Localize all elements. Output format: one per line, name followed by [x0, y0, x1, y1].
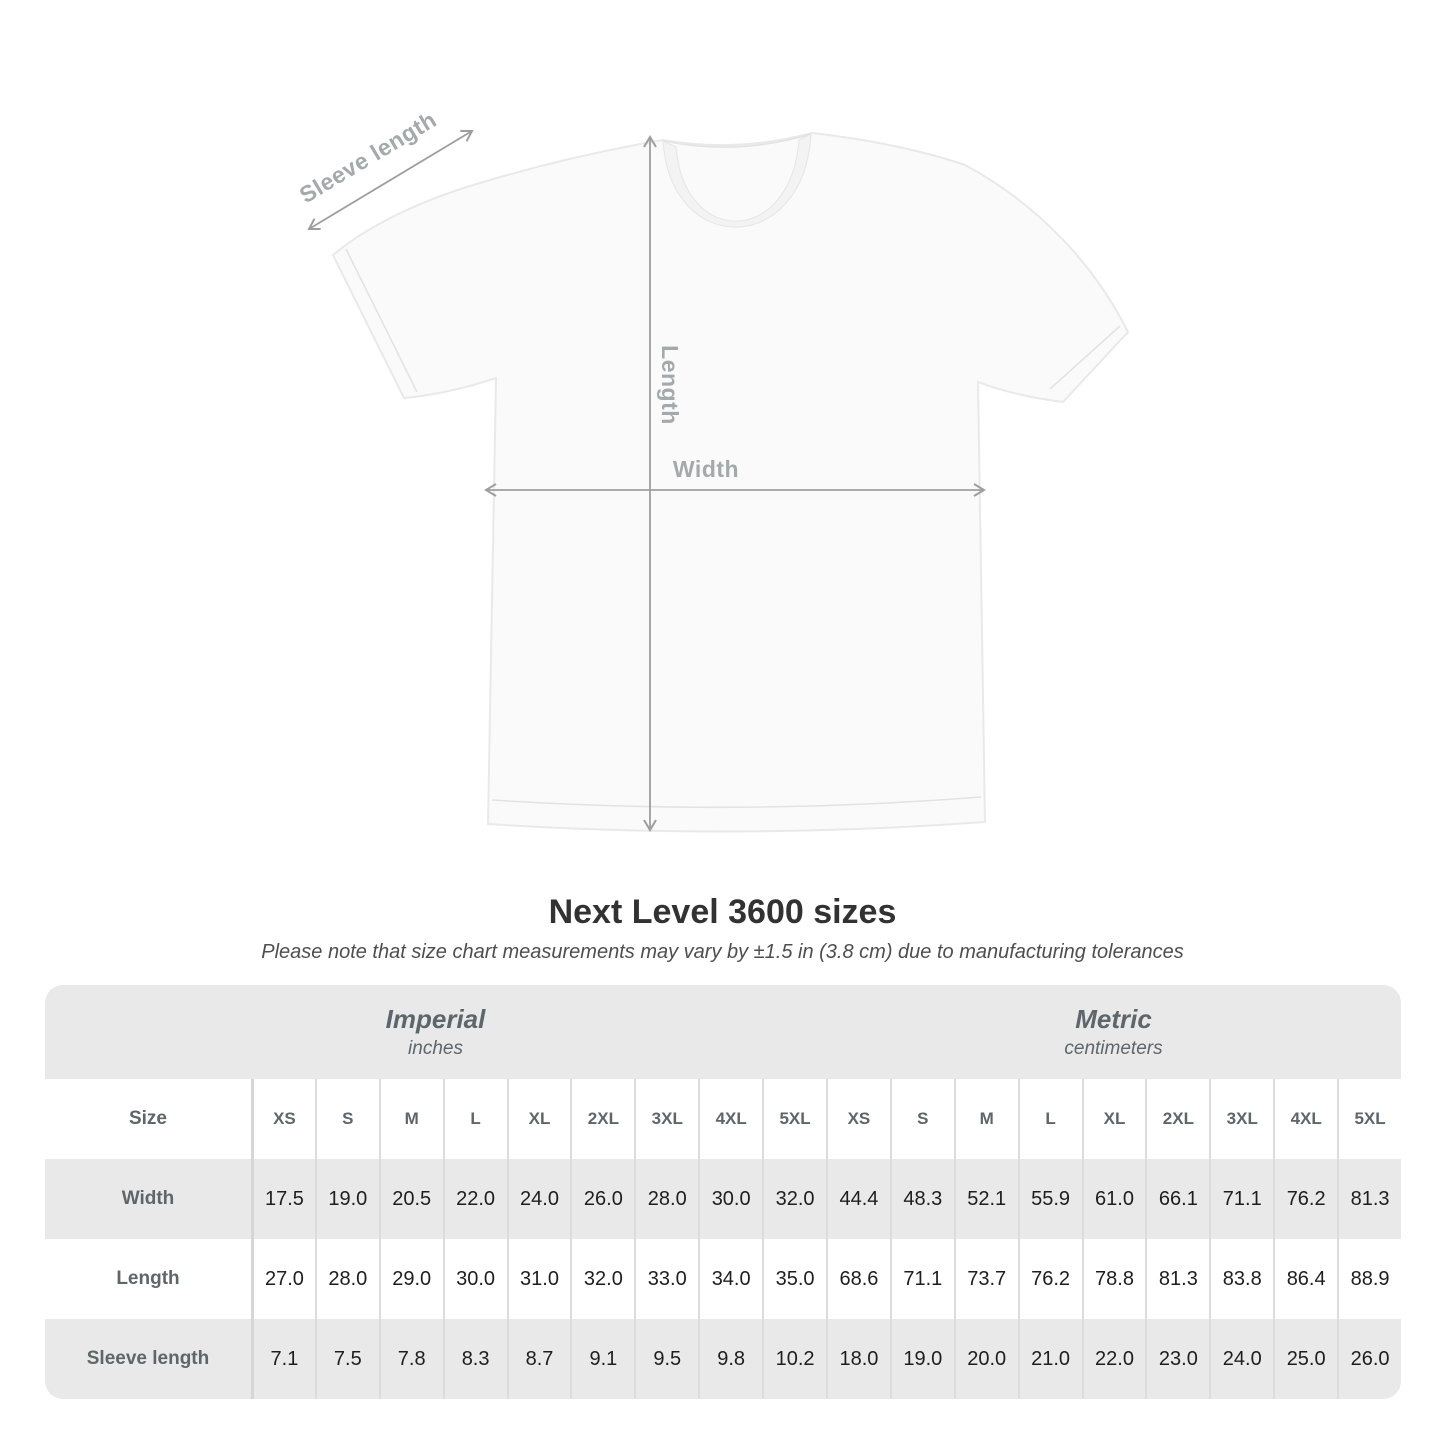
- table-cell: 68.6: [826, 1239, 890, 1319]
- size-header-cell: XL: [1082, 1079, 1146, 1159]
- table-cell: 81.3: [1337, 1159, 1401, 1239]
- size-header-cell: S: [315, 1079, 379, 1159]
- metric-section-header: [826, 985, 1401, 1079]
- table-cell: 9.1: [570, 1319, 634, 1399]
- size-header-cell: 3XL: [1209, 1079, 1273, 1159]
- size-header-cell: M: [954, 1079, 1018, 1159]
- table-cell: 19.0: [890, 1319, 954, 1399]
- imperial-unit: inches: [408, 1038, 463, 1059]
- table-cell: 26.0: [570, 1159, 634, 1239]
- table-cell: 8.3: [443, 1319, 507, 1399]
- table-cell: 18.0: [826, 1319, 890, 1399]
- table-cell: 66.1: [1145, 1159, 1209, 1239]
- table-cell: 31.0: [507, 1239, 571, 1319]
- size-header-cell: XS: [826, 1079, 890, 1159]
- table-cell: 22.0: [1082, 1319, 1146, 1399]
- table-cell: 52.1: [954, 1159, 1018, 1239]
- table-cell: 19.0: [315, 1159, 379, 1239]
- table-cell: 21.0: [1018, 1319, 1082, 1399]
- page-title: Next Level 3600 sizes: [548, 893, 897, 931]
- table-cell: 88.9: [1337, 1239, 1401, 1319]
- imperial-section-header: [45, 985, 826, 1079]
- table-cell: 23.0: [1145, 1319, 1209, 1399]
- tshirt-graphic: [333, 133, 1128, 832]
- table-cell: 7.1: [251, 1319, 315, 1399]
- table-cell: 44.4: [826, 1159, 890, 1239]
- table-cell: 7.8: [379, 1319, 443, 1399]
- table-cell: 29.0: [379, 1239, 443, 1319]
- size-header-cell: M: [379, 1079, 443, 1159]
- table-cell: 73.7: [954, 1239, 1018, 1319]
- table-cell: 9.8: [698, 1319, 762, 1399]
- table-cell: 8.7: [507, 1319, 571, 1399]
- width-label: Width: [672, 456, 740, 482]
- table-cell: 20.0: [954, 1319, 1018, 1399]
- imperial-title: Imperial: [385, 1004, 486, 1034]
- table-cell: 32.0: [762, 1159, 826, 1239]
- table-cell: 27.0: [251, 1239, 315, 1319]
- size-header-cell: 5XL: [1337, 1079, 1401, 1159]
- length-label: Length: [657, 345, 683, 425]
- row-label: Sleeve length: [45, 1319, 251, 1399]
- size-header-cell: L: [1018, 1079, 1082, 1159]
- table-cell: 71.1: [890, 1239, 954, 1319]
- size-header-cell: XL: [507, 1079, 571, 1159]
- table-cell: 25.0: [1273, 1319, 1337, 1399]
- table-cell: 24.0: [507, 1159, 571, 1239]
- row-label: Width: [45, 1159, 251, 1239]
- size-table: [45, 985, 1401, 1399]
- table-cell: 78.8: [1082, 1239, 1146, 1319]
- size-header-cell: 2XL: [570, 1079, 634, 1159]
- table-cell: 28.0: [315, 1239, 379, 1319]
- table-cell: 83.8: [1209, 1239, 1273, 1319]
- sleeve-length-label: Sleeve length: [294, 106, 441, 209]
- table-cell: 34.0: [698, 1239, 762, 1319]
- table-cell: 71.1: [1209, 1159, 1273, 1239]
- size-header-cell: 3XL: [634, 1079, 698, 1159]
- table-cell: 9.5: [634, 1319, 698, 1399]
- table-cell: 86.4: [1273, 1239, 1337, 1319]
- table-cell: 7.5: [315, 1319, 379, 1399]
- table-cell: 26.0: [1337, 1319, 1401, 1399]
- table-cell: 30.0: [698, 1159, 762, 1239]
- table-cell: 10.2: [762, 1319, 826, 1399]
- metric-unit: centimeters: [1064, 1038, 1163, 1059]
- size-header-cell: XS: [251, 1079, 315, 1159]
- size-header-cell: 4XL: [698, 1079, 762, 1159]
- size-header-cell: S: [890, 1079, 954, 1159]
- table-cell: 35.0: [762, 1239, 826, 1319]
- table-cell: 22.0: [443, 1159, 507, 1239]
- table-cell: 48.3: [890, 1159, 954, 1239]
- table-cell: 76.2: [1273, 1159, 1337, 1239]
- table-cell: 28.0: [634, 1159, 698, 1239]
- tolerance-note: Please note that size chart measurements may vary by ±1.5 in (3.8 cm) due to manufacturing tolerances: [261, 941, 1184, 963]
- table-cell: 30.0: [443, 1239, 507, 1319]
- table-cell: 24.0: [1209, 1319, 1273, 1399]
- table-cell: 61.0: [1082, 1159, 1146, 1239]
- size-header-cell: L: [443, 1079, 507, 1159]
- size-corner-label: Size: [45, 1079, 251, 1159]
- table-cell: 20.5: [379, 1159, 443, 1239]
- size-header-cell: 4XL: [1273, 1079, 1337, 1159]
- table-cell: 33.0: [634, 1239, 698, 1319]
- row-label: Length: [45, 1239, 251, 1319]
- table-cell: 17.5: [251, 1159, 315, 1239]
- table-cell: 55.9: [1018, 1159, 1082, 1239]
- size-header-cell: 5XL: [762, 1079, 826, 1159]
- table-cell: 81.3: [1145, 1239, 1209, 1319]
- table-cell: 76.2: [1018, 1239, 1082, 1319]
- metric-title: Metric: [1075, 1004, 1152, 1034]
- size-header-cell: 2XL: [1145, 1079, 1209, 1159]
- table-cell: 32.0: [570, 1239, 634, 1319]
